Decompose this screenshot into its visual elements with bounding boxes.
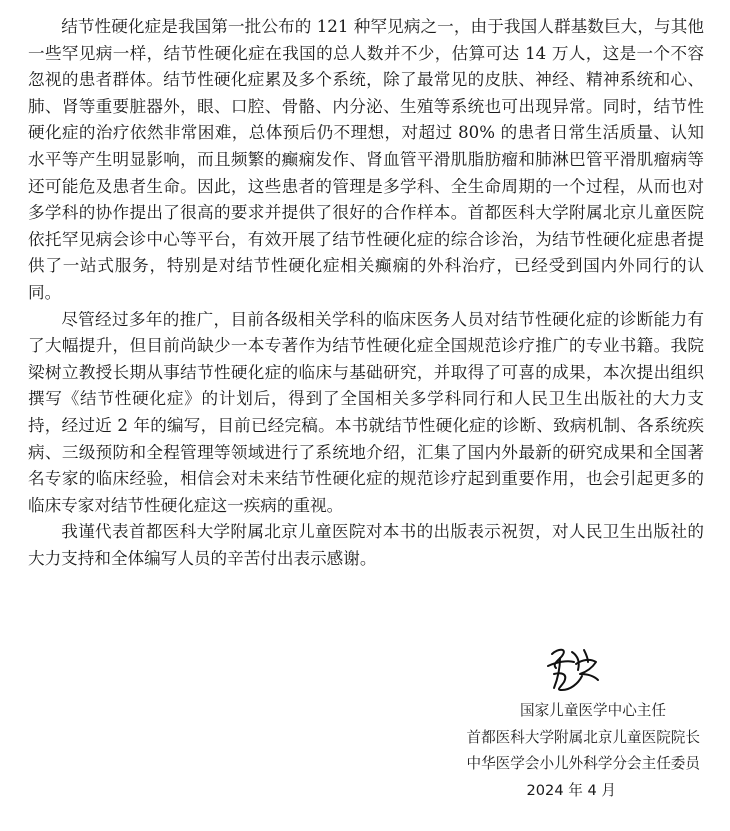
signature-block bbox=[400, 698, 700, 805]
signature-date: 2024 年 4 月 bbox=[526, 782, 616, 800]
handwritten-signature bbox=[538, 644, 604, 696]
paragraph-1: 结节性硬化症是我国第一批公布的 121 种罕见病之一，由于我国人群基数巨大，与其他一些罕见病一样，结节性硬化症在我国的总人数并不少，估算可达 14 万人，这是一个不容忽视的患者群体。结节性硬化症累及多个系统，除了最常见的皮肤、神经、精神系统和心、肺、肾等重要脏器外，眼、口腔、骨骼、内分泌、生殖等系统也可出现异常。同时，结节性硬化症的治疗依然非常困难，总体预后仍不理想，对超过 80% 的患者日常生活质量、认知水平等产生明显影响，而且频繁的癫痫发作、肾血管平滑肌脂肪瘤和肺淋巴管平滑肌瘤病等还可能危及患者生命。因此，这些患者的管理是多学科、全生命周期的一个过程，从而也对多学科的协作提出了很高的要求并提供了很好的合作样本。首都医科大学附属北京儿童医院依托罕见病会诊中心等平台，有效开展了结节性硬化症的综合诊治，为结节性硬化症患者提供了一站式服务，特别是对结节性硬化症相关癫痫的外科治疗，已经受到国内外同行的认同。 bbox=[28, 17, 704, 302]
signer-title-2: 首都医科大学附属北京儿童医院院长 bbox=[466, 728, 700, 746]
paragraph-3: 我谨代表首都医科大学附属北京儿童医院对本书的出版表示祝贺，对人民卫生出版社的大力支持和全体编写人员的辛苦付出表示感谢。 bbox=[28, 522, 704, 568]
preface-body bbox=[28, 14, 704, 572]
paragraph-2: 尽管经过多年的推广，目前各级相关学科的临床医务人员对结节性硬化症的诊断能力有了大幅提升，但目前尚缺少一本专著作为结节性硬化症全国规范诊疗推广的专业书籍。我院梁树立教授长期从事结节性硬化症的临床与基础研究，并取得了可喜的成果，本次提出组织撰写《结节性硬化症》的计划后，得到了全国相关多学科同行和人民卫生出版社的大力支持，经过近 2 年的编写，目前已经完稿。本书就结节性硬化症的诊断、致病机制、各系统疾病、三级预防和全程管理等领域进行了系统地介绍，汇集了国内外最新的研究成果和全国著名专家的临床经验，相信会对未来结节性硬化症的规范诊疗起到重要作用，也会引起更多的临床专家对结节性硬化症这一疾病的重视。 bbox=[28, 309, 704, 515]
signer-title-1: 国家儿童医学中心主任 bbox=[520, 702, 666, 719]
signer-title-3: 中华医学会小儿外科学分会主任委员 bbox=[466, 755, 700, 773]
